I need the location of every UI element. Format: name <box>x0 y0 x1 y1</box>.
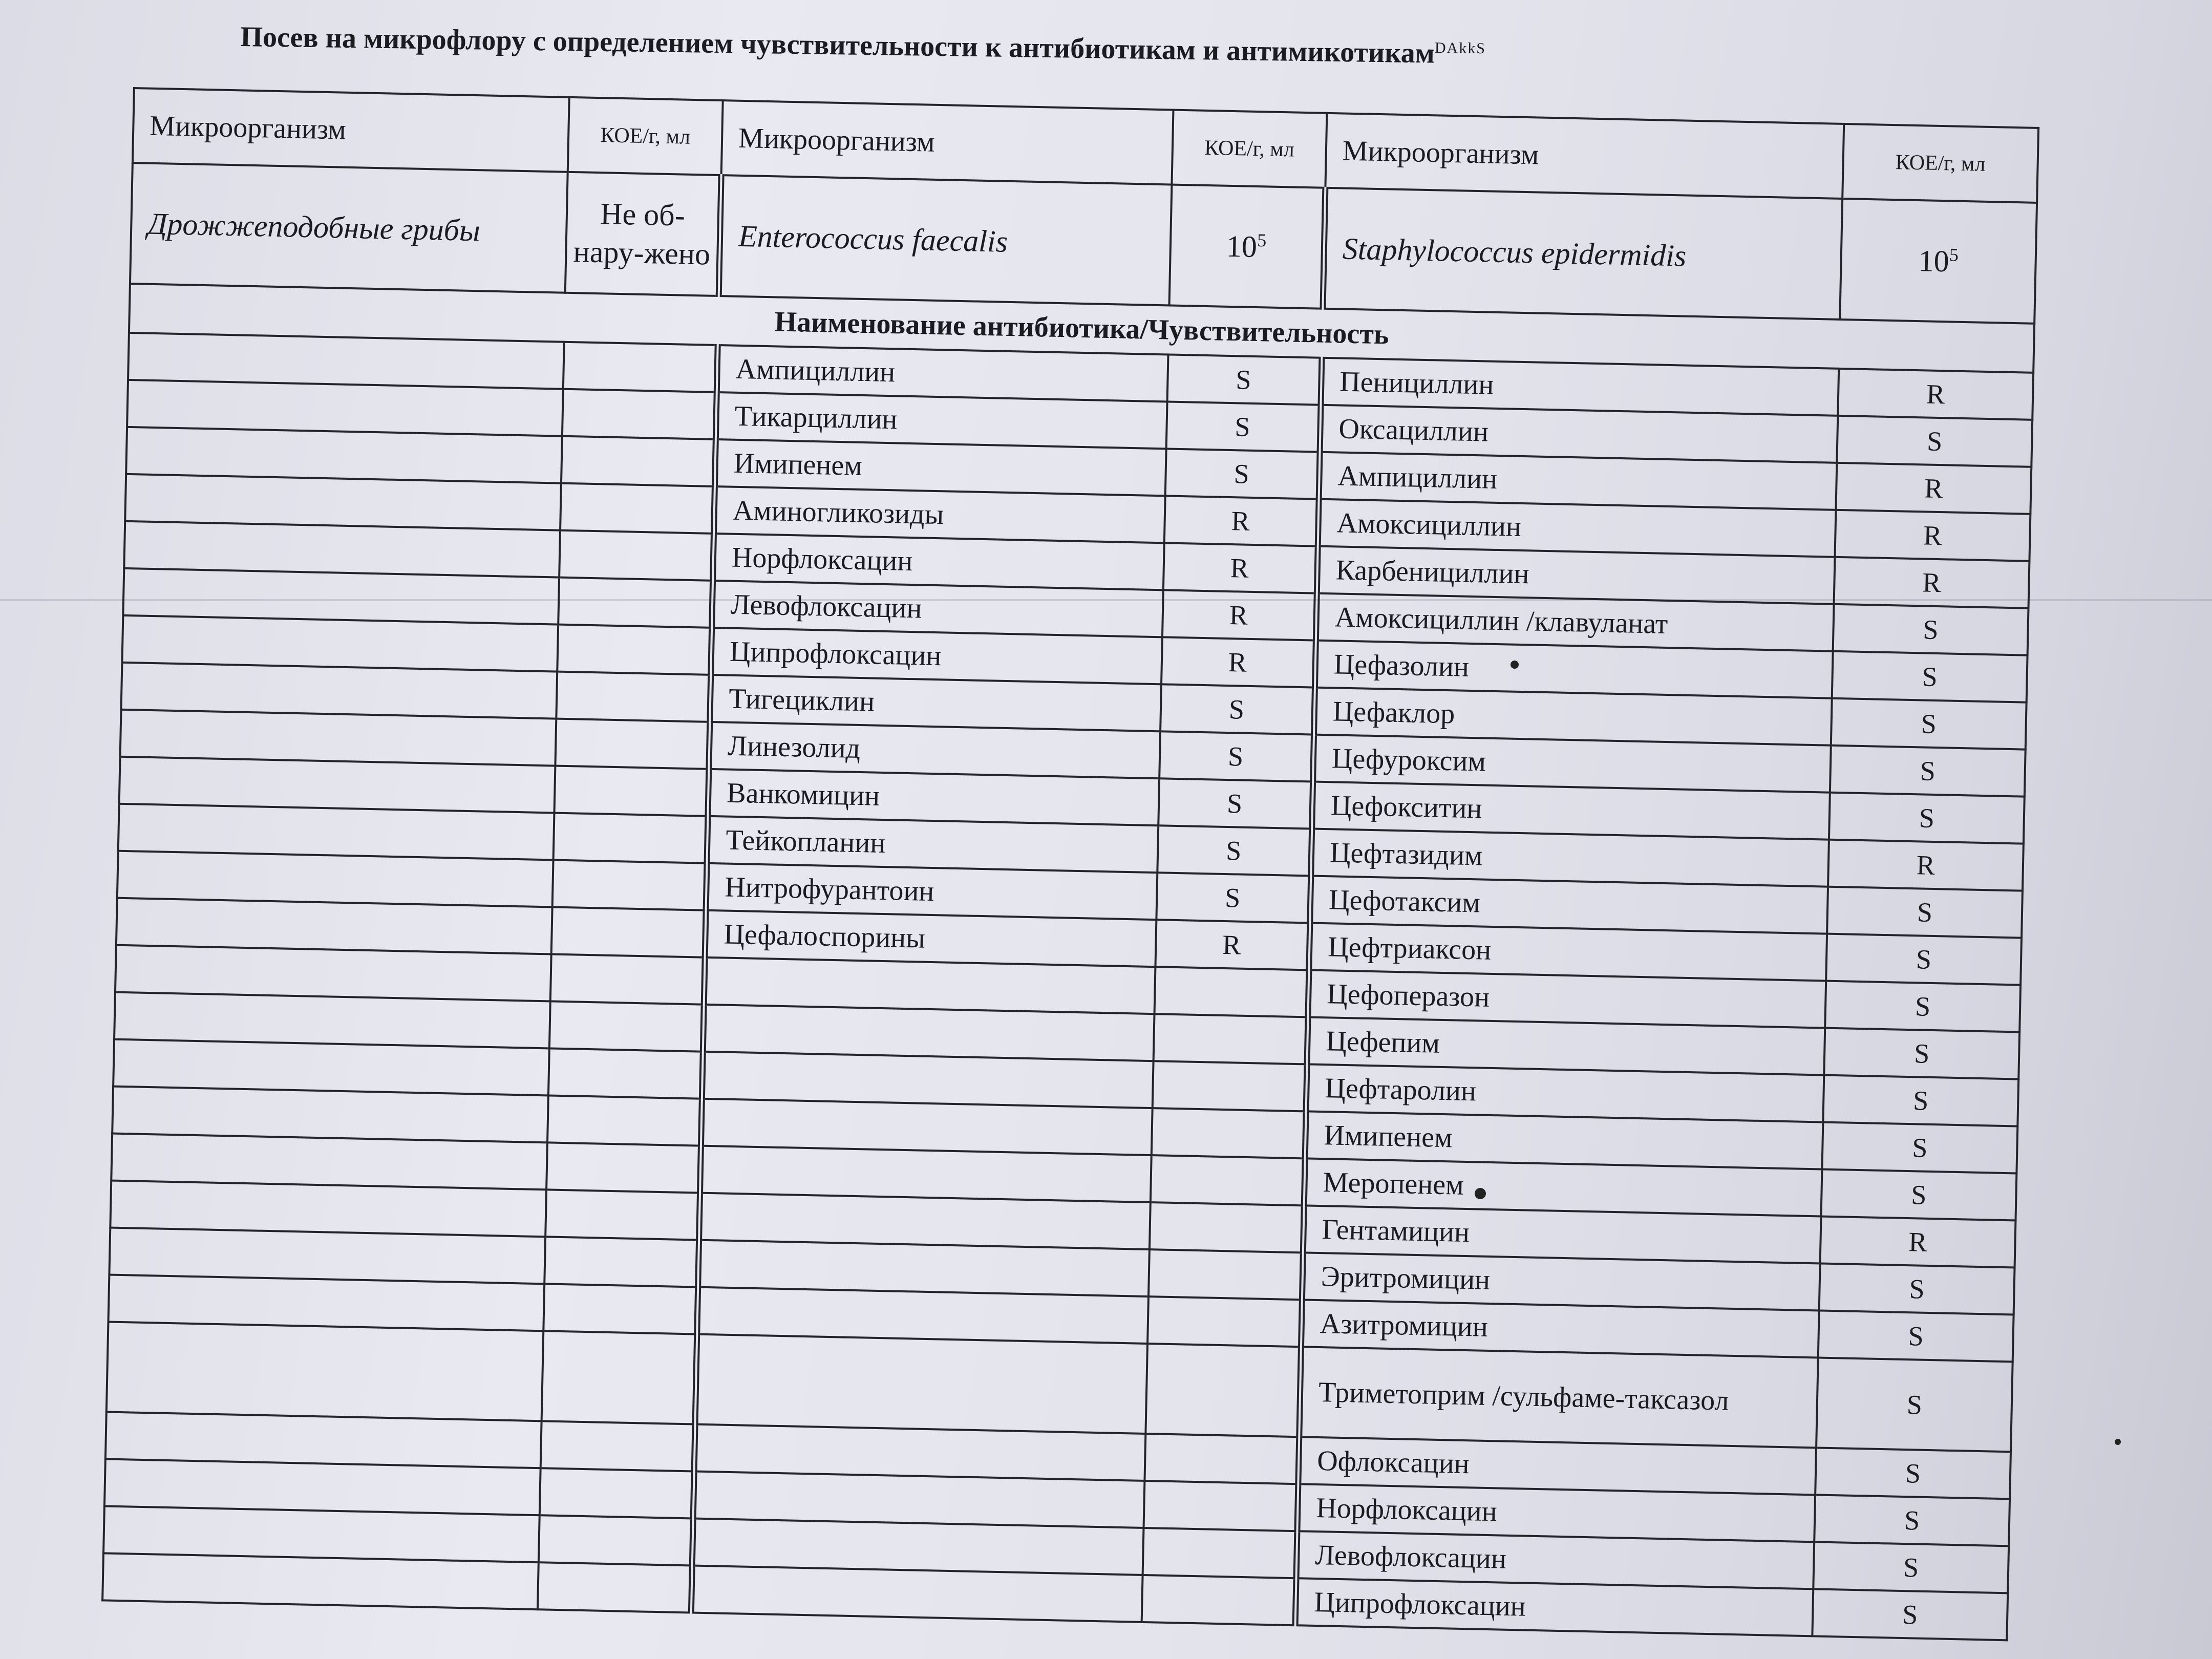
enterococcus-antibiotic-result: S <box>1157 825 1312 876</box>
staphylococcus-antibiotic-result: S <box>1833 604 2029 655</box>
empty-cell <box>1145 1344 1301 1437</box>
staphylococcus-antibiotic-result: R <box>1834 557 2030 608</box>
staphylococcus-antibiotic-result: S <box>1815 1448 2011 1499</box>
staphylococcus-antibiotic-name: Цефокситин <box>1312 782 1830 840</box>
staphylococcus-antibiotic-name: Цефотаксим <box>1310 876 1828 934</box>
results-table-wrap <box>101 87 2037 1641</box>
empty-cell <box>551 907 706 957</box>
empty-cell <box>563 342 718 392</box>
empty-cell <box>128 333 564 389</box>
empty-cell <box>127 380 563 436</box>
empty-cell <box>118 804 555 860</box>
staphylococcus-antibiotic-result: S <box>1825 981 2020 1032</box>
staphylococcus-antibiotic-result: R <box>1838 369 2033 420</box>
empty-cell <box>1144 1481 1299 1531</box>
empty-cell <box>1154 1014 1308 1064</box>
staphylococcus-antibiotic-name: Азитромицин <box>1301 1300 1819 1357</box>
staphylococcus-antibiotic-name: Имипенем <box>1305 1111 1823 1169</box>
staphylococcus-antibiotic-name: Пенициллин <box>1321 358 1839 416</box>
empty-cell <box>117 851 554 907</box>
empty-cell <box>544 1237 699 1287</box>
enterococcus-antibiotic-name: Имипенем <box>715 439 1166 496</box>
enterococcus-antibiotic-result: S <box>1158 778 1313 828</box>
empty-cell <box>111 1134 547 1190</box>
staphylococcus-antibiotic-name: Оксациллин <box>1320 405 1838 463</box>
enterococcus-antibiotic-name: Левофлоксацин <box>712 581 1163 637</box>
results-table <box>101 87 2039 1641</box>
empty-cell <box>104 1459 541 1515</box>
staphylococcus-antibiotic-result: S <box>1813 1542 2009 1593</box>
staphylococcus-antibiotic-name: Цефепим <box>1307 1017 1825 1075</box>
staphylococcus-antibiotic-result: S <box>1832 651 2028 703</box>
empty-cell <box>114 992 550 1049</box>
enterococcus-antibiotic-name: Тейкопланин <box>707 816 1159 873</box>
ink-mark <box>2115 1439 2121 1445</box>
staphylococcus-antibiotic-name: Офлоксацин <box>1298 1437 1816 1495</box>
enterococcus-antibiotic-name: Ампициллин <box>717 345 1168 401</box>
enterococcus-antibiotic-result: R <box>1163 543 1318 593</box>
enterococcus-antibiotic-name: Ванкомицин <box>708 769 1159 825</box>
enterococcus-antibiotic-result: R <box>1161 637 1316 687</box>
staphylococcus-antibiotic-result: S <box>1819 1264 2015 1315</box>
empty-cell <box>1143 1528 1298 1578</box>
empty-cell <box>554 813 708 863</box>
empty-cell <box>105 1412 542 1468</box>
staphylococcus-antibiotic-name: Цефаклор <box>1314 688 1832 746</box>
empty-cell <box>120 710 557 766</box>
empty-cell <box>116 898 552 954</box>
staphylococcus-antibiotic-result: S <box>1812 1589 2008 1640</box>
staphylococcus-antibiotic-result: S <box>1816 1357 2013 1452</box>
empty-cell <box>560 483 715 534</box>
empty-cell <box>557 625 712 675</box>
empty-cell <box>122 615 558 672</box>
empty-cell <box>562 389 717 439</box>
empty-cell <box>546 1142 701 1193</box>
empty-cell <box>1148 1249 1303 1300</box>
staphylococcus-antibiotic-name: Гентамицин <box>1303 1205 1821 1263</box>
enterococcus-antibiotic-result: S <box>1166 401 1321 452</box>
empty-cell <box>695 1334 1147 1434</box>
enterococcus-antibiotic-result: S <box>1160 684 1315 734</box>
ink-mark <box>1511 661 1519 669</box>
organism-cfu-staphylococcus <box>1840 199 2037 324</box>
staphylococcus-antibiotic-name: Цефтриаксон <box>1309 923 1827 981</box>
empty-cell <box>102 1553 539 1609</box>
staphylococcus-antibiotic-result: S <box>1814 1495 2010 1546</box>
empty-cell <box>1151 1155 1305 1205</box>
empty-cell <box>540 1468 694 1518</box>
cfu-exponent: 5 <box>1257 229 1267 250</box>
staphylococcus-antibiotic-name: Цефазолин <box>1315 641 1833 698</box>
ink-mark <box>1475 1188 1486 1199</box>
enterococcus-antibiotic-name: Ципрофлоксацин <box>711 628 1162 684</box>
empty-cell <box>549 1001 704 1051</box>
enterococcus-antibiotic-name: Тикарциллин <box>716 392 1167 449</box>
empty-cell <box>691 1565 1143 1622</box>
staphylococcus-antibiotic-name: Меропенем <box>1304 1158 1822 1216</box>
staphylococcus-antibiotic-result: S <box>1830 746 2026 797</box>
staphylococcus-antibiotic-result: R <box>1836 463 2031 514</box>
empty-cell <box>542 1331 697 1424</box>
staphylococcus-antibiotic-name: Карбенициллин <box>1317 546 1835 604</box>
document-title <box>240 20 1486 71</box>
empty-cell <box>108 1275 544 1331</box>
empty-cell <box>126 427 562 483</box>
cfu-base: 10 <box>1226 229 1258 264</box>
staphylococcus-antibiotic-result: S <box>1831 698 2027 750</box>
empty-cell <box>547 1095 702 1145</box>
section-caption: Наименование антибиотика/Чувствительность <box>129 284 2034 373</box>
title-text: Посев на микрофлору с определением чувствительности к антибиотикам и антимикотикам <box>240 20 1435 70</box>
empty-cell <box>538 1562 692 1612</box>
organism-cfu-enterococcus <box>1169 185 1326 309</box>
organism-name-enterococcus: Enterococcus faecalis <box>719 175 1172 305</box>
header-microorganism-2: Микроорганизм <box>721 100 1174 184</box>
empty-cell <box>1155 967 1309 1017</box>
empty-cell <box>109 1228 545 1284</box>
enterococcus-antibiotic-name: Норфлоксацин <box>713 534 1164 590</box>
staphylococcus-antibiotic-name: Амоксициллин <box>1318 499 1836 557</box>
staphylococcus-antibiotic-result: S <box>1823 1075 2018 1126</box>
staphylococcus-antibiotic-name: Левофлоксацин <box>1296 1531 1815 1589</box>
enterococcus-antibiotic-name: Аминогликозиды <box>714 486 1165 543</box>
organism-name-staphylococcus: Staphylococcus epidermidis <box>1323 188 1842 320</box>
empty-cell <box>561 436 716 486</box>
empty-cell <box>1144 1434 1299 1484</box>
empty-cell <box>110 1181 546 1237</box>
empty-cell <box>541 1421 695 1471</box>
organism-name-yeast: Дрожжеподобные грибы <box>130 163 568 293</box>
enterococcus-antibiotic-name: Тигециклин <box>710 675 1161 731</box>
enterococcus-antibiotic-name: Нитрофурантоин <box>706 863 1158 920</box>
cfu-exponent: 5 <box>1949 244 1959 265</box>
empty-cell <box>548 1048 703 1098</box>
empty-cell <box>1150 1202 1304 1252</box>
enterococcus-antibiotic-result: S <box>1167 354 1322 405</box>
empty-cell <box>107 1322 543 1421</box>
staphylococcus-antibiotic-result: S <box>1837 416 2032 467</box>
empty-cell <box>121 663 558 719</box>
staphylococcus-antibiotic-name: Цефтаролин <box>1306 1064 1824 1122</box>
cfu-base: 10 <box>1918 243 1950 278</box>
header-cfu-3: КОЕ/г, мл <box>1842 124 2038 203</box>
empty-cell <box>1152 1108 1306 1158</box>
header-microorganism-1: Микроорганизм <box>133 88 569 172</box>
empty-cell <box>539 1515 693 1565</box>
staphylococcus-antibiotic-name: Триметоприм /сульфаме-таксазол <box>1299 1347 1818 1448</box>
staphylococcus-antibiotic-result: S <box>1826 934 2022 985</box>
empty-cell <box>125 474 561 530</box>
header-cfu-1: КОЕ/г, мл <box>568 97 723 175</box>
results-table-body <box>102 88 2038 1640</box>
accreditation-mark: DAkkS <box>1434 39 1486 57</box>
empty-cell <box>103 1506 540 1562</box>
staphylococcus-antibiotic-result: R <box>1828 840 2024 891</box>
empty-cell <box>123 568 559 625</box>
empty-cell <box>554 766 709 816</box>
staphylococcus-antibiotic-name: Ципрофлоксацин <box>1295 1578 1814 1636</box>
staphylococcus-antibiotic-name: Цефоперазон <box>1308 970 1826 1028</box>
empty-cell <box>1142 1575 1296 1625</box>
staphylococcus-antibiotic-result: S <box>1822 1122 2017 1174</box>
staphylococcus-antibiotic-name: Цефуроксим <box>1313 735 1831 793</box>
empty-cell <box>115 945 551 1002</box>
empty-cell <box>113 1039 549 1096</box>
empty-cell <box>552 860 707 910</box>
staphylococcus-antibiotic-result: S <box>1824 1028 2019 1079</box>
staphylococcus-antibiotic-result: S <box>1827 887 2023 938</box>
empty-cell <box>545 1189 700 1240</box>
empty-cell <box>543 1284 698 1334</box>
empty-cell <box>555 719 710 769</box>
empty-cell <box>550 954 705 1004</box>
enterococcus-antibiotic-result: S <box>1156 873 1311 923</box>
enterococcus-antibiotic-result: R <box>1162 590 1317 640</box>
empty-cell <box>1147 1296 1302 1347</box>
empty-cell <box>119 757 556 813</box>
empty-cell <box>112 1087 548 1143</box>
enterococcus-antibiotic-result: S <box>1159 731 1314 781</box>
enterococcus-antibiotic-result: S <box>1165 449 1320 499</box>
staphylococcus-antibiotic-result: S <box>1821 1169 2017 1221</box>
organism-cfu-yeast: Не об-нару-жено <box>565 172 721 296</box>
staphylococcus-antibiotic-name: Ампициллин <box>1319 452 1837 510</box>
empty-cell <box>559 530 714 581</box>
enterococcus-antibiotic-result: R <box>1155 920 1310 970</box>
header-microorganism-3: Микроорганизм <box>1325 113 1844 199</box>
empty-cell <box>558 578 713 628</box>
empty-cell <box>556 672 711 722</box>
staphylococcus-antibiotic-result: R <box>1835 510 2031 561</box>
enterococcus-antibiotic-result: R <box>1164 496 1319 546</box>
empty-cell <box>124 521 560 578</box>
header-cfu-2: КОЕ/г, мл <box>1172 110 1327 188</box>
staphylococcus-antibiotic-result: S <box>1818 1310 2014 1362</box>
staphylococcus-antibiotic-name: Амоксициллин /клавуланат <box>1316 593 1834 651</box>
enterococcus-antibiotic-name: Линезолид <box>709 722 1160 778</box>
staphylococcus-antibiotic-result: R <box>1820 1217 2016 1268</box>
staphylococcus-antibiotic-name: Норфлоксацин <box>1297 1484 1815 1542</box>
staphylococcus-antibiotic-name: Эритромицин <box>1302 1252 1820 1310</box>
enterococcus-antibiotic-name: Цефалоспорины <box>705 910 1157 967</box>
staphylococcus-antibiotic-name: Цефтазидим <box>1311 829 1829 887</box>
staphylococcus-antibiotic-result: S <box>1829 793 2025 844</box>
empty-cell <box>1153 1061 1307 1111</box>
